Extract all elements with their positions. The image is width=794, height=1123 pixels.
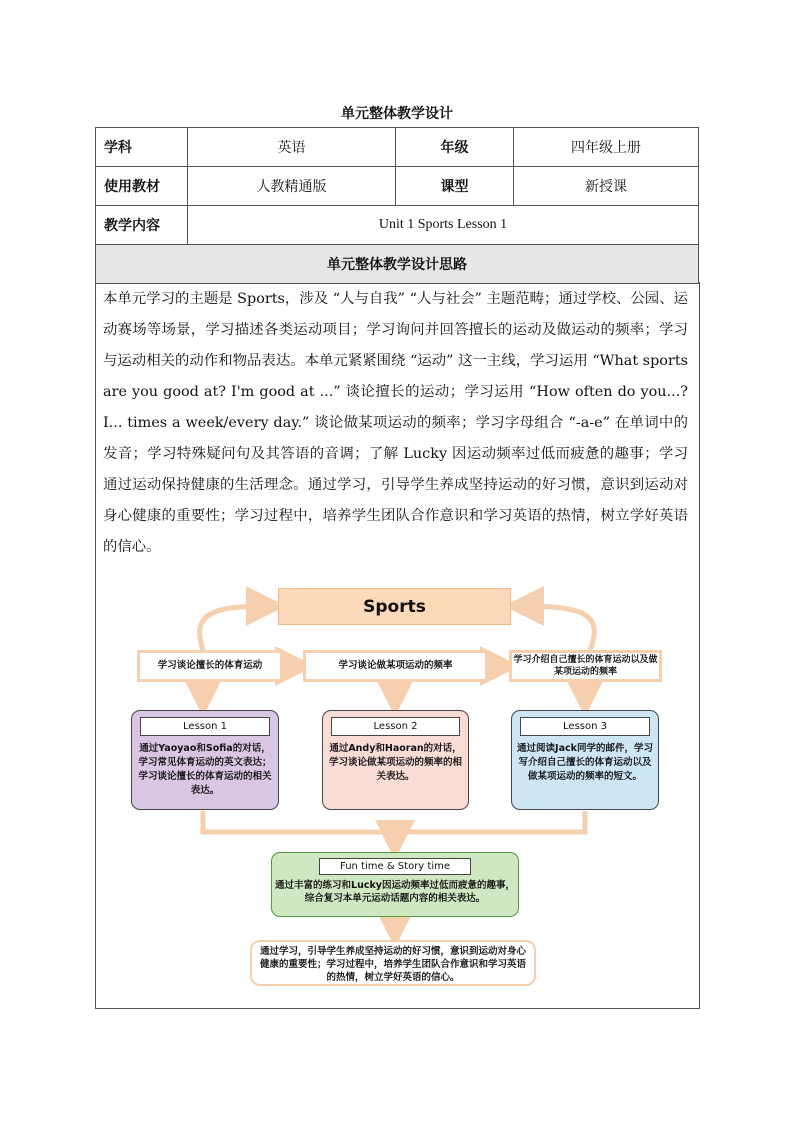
design-paragraph: 本单元学习的主题是 Sports，涉及 “人与自我” “人与社会” 主题范畴；通过学校、公园、运动赛场等场景，学习描述各类运动项目；学习询问并回答擅长的运动及做运动的频率；学习与运动相关的动作和物品表达。本单元紧紧围绕 “运动” 这一主线，学习运用 “What sports are you good at? I'm good at ...” 谈论擅长的运动；学习运用 “How often do you...? I... times a week/every day.” 谈论做某项运动的频率；学习字母组合 “-a-e” 在单词中的发音；学习特殊疑问句及其答语的音调；了解 Lucky 因运动频率过低而疲惫的趣事；学习通过运动保持健康的生活理念。通过学习，引导学生养成坚持运动的好习惯，意识到运动对身心健康的重要性；学习过程中，培养学生团队合作意识和学习英语的热情，树立学好英语的信心。 [103, 291, 688, 555]
document-title: 单元整体教学设计 [341, 106, 453, 122]
lesson-3-box [511, 710, 659, 810]
fun-time-title: Fun time & Story time [319, 858, 471, 875]
textbook-label: 使用教材 [96, 167, 188, 206]
arrow-topic1-to-center [200, 606, 271, 650]
content-value: Unit 1 Sports Lesson 1 [188, 206, 699, 245]
lesson-1-box [131, 710, 279, 810]
lesson-3-title: Lesson 3 [520, 717, 650, 736]
type-label: 课型 [396, 167, 514, 206]
subject-value: 英语 [188, 128, 396, 167]
topic-box-1: 学习谈论擅长的体育运动 [137, 650, 283, 682]
final-goal-box: 通过学习，引导学生养成坚持运动的好习惯，意识到运动对身心健康的重要性；学习过程中，培养学生团队合作意识和学习英语的热情，树立学好英语的信心。 [250, 940, 536, 986]
textbook-value: 人教精通版 [188, 167, 396, 206]
grade-label: 年级 [396, 128, 514, 167]
fun-time-box [271, 852, 519, 917]
lessons-bracket [203, 811, 585, 832]
topic-box-2: 学习谈论做某项运动的频率 [303, 650, 488, 682]
arrow-topic3-to-center [519, 606, 594, 650]
lesson-3-text: 通过阅读Jack同学的邮件，学习写介绍自己擅长的体育运动以及做某项运动的频率的短文。 [517, 743, 653, 782]
content-label: 教学内容 [96, 206, 188, 245]
unit-diagram [95, 582, 699, 1002]
lesson-1-title: Lesson 1 [140, 717, 270, 736]
lesson-2-box [322, 710, 469, 810]
lesson-2-title: Lesson 2 [331, 717, 460, 736]
center-sports-box: Sports [278, 588, 511, 625]
grade-value: 四年级上册 [514, 128, 699, 167]
topic-box-3: 学习介绍自己擅长的体育运动以及做某项运动的频率 [509, 650, 662, 682]
info-table [95, 127, 699, 284]
section-header: 单元整体教学设计思路 [96, 245, 699, 284]
subject-label: 学科 [96, 128, 188, 167]
lesson-1-text: 通过Yaoyao和Sofia的对话，学习常见体育运动的英文表达；学习谈论擅长的体育运动的相关表达。 [138, 743, 272, 796]
lesson-2-text: 通过Andy和Haoran的对话，学习谈论做某项运动的频率的相关表达。 [328, 743, 462, 782]
type-value: 新授课 [514, 167, 699, 206]
fun-time-text: 通过丰富的练习和Lucky因运动频率过低而疲惫的趣事，综合复习本单元运动话题内容的相关表达。 [275, 880, 515, 904]
